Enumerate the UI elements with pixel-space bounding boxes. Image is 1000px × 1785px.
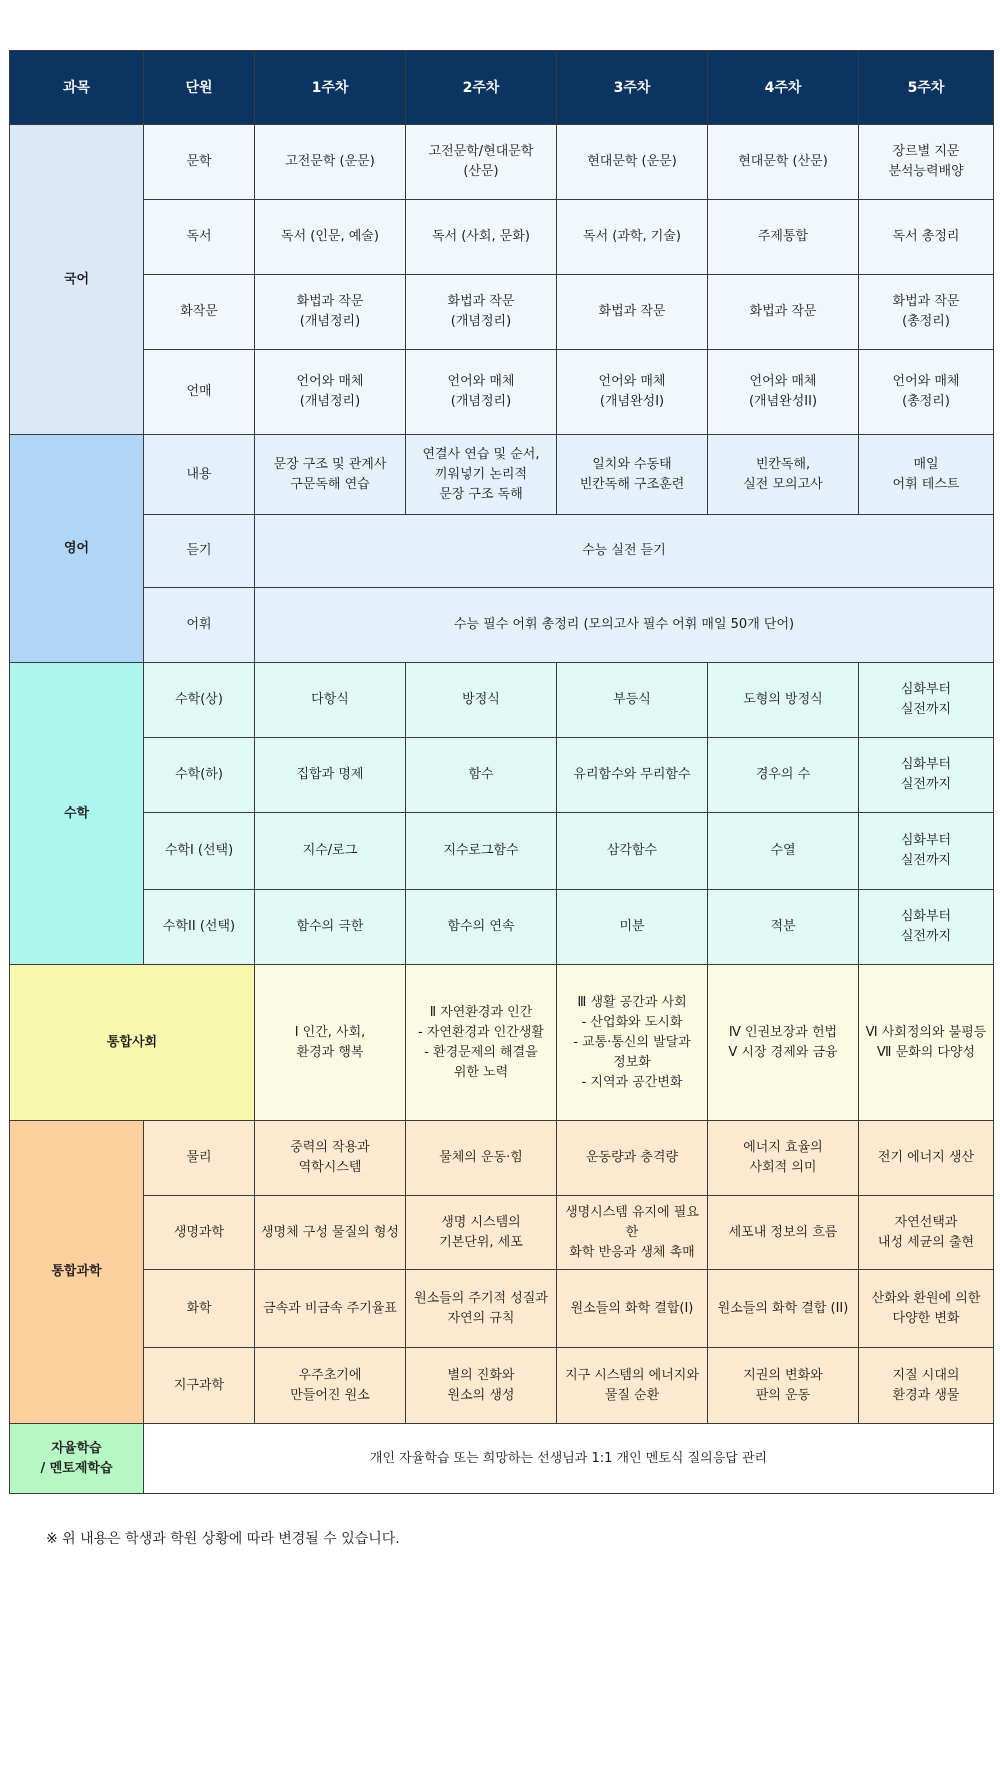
schedule-cell: 지수로그함수: [406, 813, 557, 890]
schedule-cell: 매일 어휘 테스트: [859, 435, 994, 515]
subject-self-study: 자율학습 / 멘토제학습: [10, 1424, 144, 1494]
schedule-cell: 독서 (과학, 기술): [557, 200, 708, 275]
subject-korean: 국어: [10, 125, 144, 435]
schedule-cell: 심화부터 실전까지: [859, 813, 994, 890]
schedule-cell: 독서 (사회, 문화): [406, 200, 557, 275]
schedule-cell: 언어와 매체 (개념정리): [406, 350, 557, 435]
header-week-2: 2주차: [406, 51, 557, 125]
table-row: [10, 663, 994, 738]
table-row: [10, 1270, 994, 1348]
schedule-cell: 삼각함수: [557, 813, 708, 890]
self-study-cell: 개인 자율학습 또는 희망하는 선생님과 1:1 개인 멘토식 질의응답 관리: [144, 1424, 994, 1494]
schedule-cell: 심화부터 실전까지: [859, 890, 994, 965]
unit-cell: 수학(상): [144, 663, 255, 738]
schedule-cell: 지질 시대의 환경과 생물: [859, 1348, 994, 1424]
schedule-cell: 원소들의 주기적 성질과 자연의 규칙: [406, 1270, 557, 1348]
schedule-cell: 원소들의 화학 결합 (II): [708, 1270, 859, 1348]
unit-cell: 어휘: [144, 588, 255, 663]
schedule-cell: 화법과 작문: [708, 275, 859, 350]
schedule-cell: 화법과 작문 (개념정리): [406, 275, 557, 350]
schedule-cell: 생명체 구성 물질의 형성: [255, 1196, 406, 1270]
table-row: [10, 435, 994, 515]
table-row: [10, 1121, 994, 1196]
schedule-cell: 방정식: [406, 663, 557, 738]
listening-cell: 수능 실전 듣기: [255, 515, 994, 588]
table-row: [10, 1196, 994, 1270]
schedule-cell: 문장 구조 및 관계사 구문독해 연습: [255, 435, 406, 515]
schedule-cell: 함수: [406, 738, 557, 813]
footnote: ※ 위 내용은 학생과 학원 상황에 따라 변경될 수 있습니다.: [46, 1531, 400, 1547]
table-row: [10, 275, 994, 350]
table-row: [10, 890, 994, 965]
schedule-cell: 언어와 매체 (총정리): [859, 350, 994, 435]
schedule-cell: 현대문학 (운문): [557, 125, 708, 200]
table-row: [10, 200, 994, 275]
schedule-cell: 운동량과 충격량: [557, 1121, 708, 1196]
schedule-cell: 적분: [708, 890, 859, 965]
table-row: [10, 515, 994, 588]
schedule-cell: 물체의 운동·힘: [406, 1121, 557, 1196]
unit-cell: 수학I (선택): [144, 813, 255, 890]
schedule-cell: 함수의 연속: [406, 890, 557, 965]
unit-cell: 수학(하): [144, 738, 255, 813]
schedule-cell: 생명시스템 유지에 필요한 화학 반응과 생체 촉매: [557, 1196, 708, 1270]
header-week-1: 1주차: [255, 51, 406, 125]
schedule-cell: 경우의 수: [708, 738, 859, 813]
schedule-cell: 도형의 방정식: [708, 663, 859, 738]
unit-cell: 언매: [144, 350, 255, 435]
schedule-cell: 빈칸독해, 실전 모의고사: [708, 435, 859, 515]
subject-science: 통합과학: [10, 1121, 144, 1424]
subject-math: 수학: [10, 663, 144, 965]
unit-cell: 듣기: [144, 515, 255, 588]
schedule-cell: 언어와 매체 (개념완성II): [708, 350, 859, 435]
unit-cell: 독서: [144, 200, 255, 275]
curriculum-table: [9, 50, 994, 1494]
schedule-cell: 부등식: [557, 663, 708, 738]
unit-cell: 화학: [144, 1270, 255, 1348]
schedule-cell: 세포내 정보의 흐름: [708, 1196, 859, 1270]
schedule-cell: Ⅰ 인간, 사회, 환경과 행복: [255, 965, 406, 1121]
schedule-cell: 다항식: [255, 663, 406, 738]
schedule-cell: 일치와 수동태 빈칸독해 구조훈련: [557, 435, 708, 515]
table-row: [10, 738, 994, 813]
schedule-cell: 자연선택과 내성 세균의 출현: [859, 1196, 994, 1270]
schedule-cell: 에너지 효율의 사회적 의미: [708, 1121, 859, 1196]
schedule-cell: 주제통합: [708, 200, 859, 275]
table-row: [10, 813, 994, 890]
table-row: [10, 125, 994, 200]
schedule-cell: 집합과 명제: [255, 738, 406, 813]
table-row: [10, 1348, 994, 1424]
schedule-cell: 금속과 비금속 주기율표: [255, 1270, 406, 1348]
schedule-cell: 우주초기에 만들어진 원소: [255, 1348, 406, 1424]
unit-cell: 내용: [144, 435, 255, 515]
schedule-cell: 유리함수와 무리함수: [557, 738, 708, 813]
schedule-cell: Ⅵ 사회정의와 불평등 Ⅶ 문화의 다양성: [859, 965, 994, 1121]
subject-english: 영어: [10, 435, 144, 663]
unit-cell: 생명과학: [144, 1196, 255, 1270]
schedule-cell: 별의 진화와 원소의 생성: [406, 1348, 557, 1424]
schedule-cell: 언어와 매체 (개념완성I): [557, 350, 708, 435]
schedule-cell: 화법과 작문: [557, 275, 708, 350]
schedule-cell: 화법과 작문 (총정리): [859, 275, 994, 350]
schedule-cell: Ⅱ 자연환경과 인간 - 자연환경과 인간생활 - 환경문제의 해결을 위한 노력: [406, 965, 557, 1121]
unit-cell: 지구과학: [144, 1348, 255, 1424]
schedule-cell: 독서 총정리: [859, 200, 994, 275]
schedule-cell: 전기 에너지 생산: [859, 1121, 994, 1196]
table-row: [10, 588, 994, 663]
table-row: [10, 965, 994, 1121]
header-week-3: 3주차: [557, 51, 708, 125]
subject-social: 통합사회: [10, 965, 255, 1121]
schedule-cell: 언어와 매체 (개념정리): [255, 350, 406, 435]
schedule-cell: 고전문학 (운문): [255, 125, 406, 200]
unit-cell: 물리: [144, 1121, 255, 1196]
schedule-cell: 연결사 연습 및 순서, 끼워넣기 논리적 문장 구조 독해: [406, 435, 557, 515]
header-row: [10, 51, 994, 125]
schedule-cell: 함수의 극한: [255, 890, 406, 965]
header-week-4: 4주차: [708, 51, 859, 125]
table-row: [10, 1424, 994, 1494]
schedule-cell: 미분: [557, 890, 708, 965]
schedule-cell: 지구 시스템의 에너지와 물질 순환: [557, 1348, 708, 1424]
table-row: [10, 350, 994, 435]
schedule-cell: 심화부터 실전까지: [859, 738, 994, 813]
unit-cell: 수학II (선택): [144, 890, 255, 965]
schedule-cell: 독서 (인문, 예술): [255, 200, 406, 275]
schedule-cell: 수열: [708, 813, 859, 890]
schedule-cell: Ⅳ 인권보장과 헌법 Ⅴ 시장 경제와 금융: [708, 965, 859, 1121]
schedule-cell: 심화부터 실전까지: [859, 663, 994, 738]
header-unit: 단원: [144, 51, 255, 125]
schedule-cell: 현대문학 (산문): [708, 125, 859, 200]
vocab-cell: 수능 필수 어휘 총정리 (모의고사 필수 어휘 매일 50개 단어): [255, 588, 994, 663]
unit-cell: 화작문: [144, 275, 255, 350]
schedule-cell: 중력의 작용과 역학시스템: [255, 1121, 406, 1196]
schedule-cell: 지수/로그: [255, 813, 406, 890]
schedule-cell: 장르별 지문 분석능력배양: [859, 125, 994, 200]
schedule-cell: Ⅲ 생활 공간과 사회 - 산업화와 도시화 - 교통·통신의 발달과 정보화 - 지역과 공간변화: [557, 965, 708, 1121]
schedule-cell: 지권의 변화와 판의 운동: [708, 1348, 859, 1424]
schedule-cell: 고전문학/현대문학 (산문): [406, 125, 557, 200]
header-subject: 과목: [10, 51, 144, 125]
unit-cell: 문학: [144, 125, 255, 200]
schedule-cell: 산화와 환원에 의한 다양한 변화: [859, 1270, 994, 1348]
header-week-5: 5주차: [859, 51, 994, 125]
schedule-cell: 원소들의 화학 결합(I): [557, 1270, 708, 1348]
schedule-cell: 화법과 작문 (개념정리): [255, 275, 406, 350]
schedule-cell: 생명 시스템의 기본단위, 세포: [406, 1196, 557, 1270]
